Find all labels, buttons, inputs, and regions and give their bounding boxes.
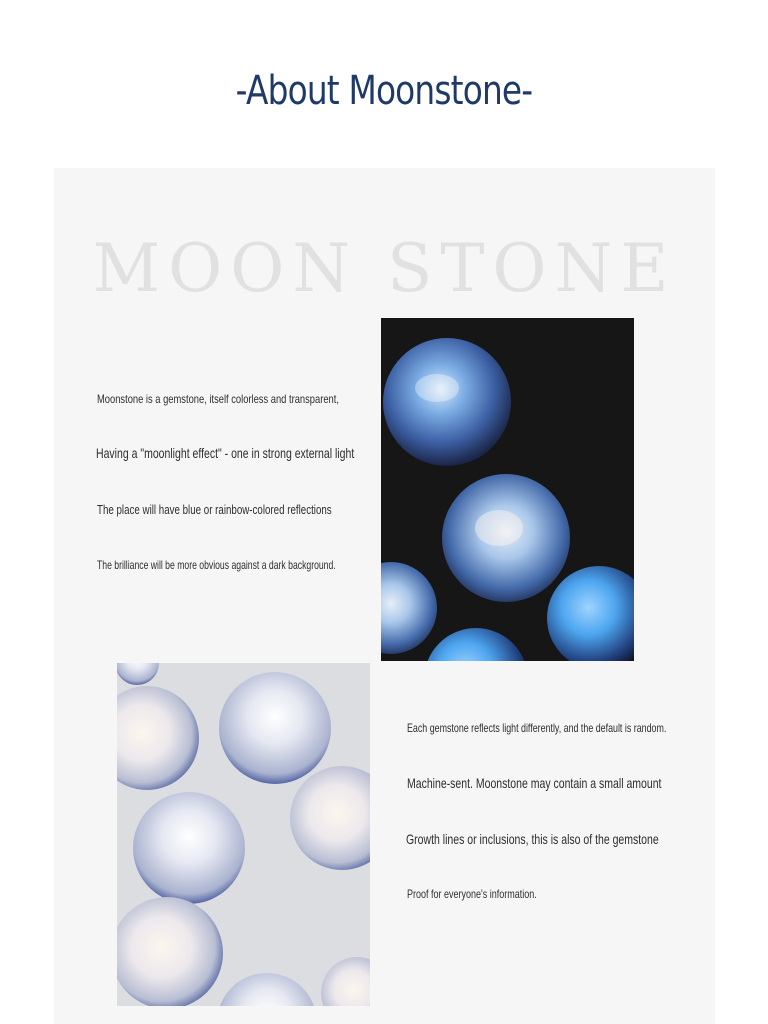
- info-line-3: The place will have blue or rainbow-colored reflections: [97, 502, 332, 517]
- page-title: -About Moonstone-: [235, 68, 533, 114]
- moonstone-watermark: MOON STONE: [92, 230, 677, 307]
- info-line-1: Moonstone is a gemstone, itself colorless and transparent,: [97, 392, 339, 406]
- info-line-2: Having a "moonlight effect" - one in strong external light: [96, 445, 355, 461]
- moonstone-info-panel: [54, 168, 715, 1024]
- info-line-5: Each gemstone reflects light differently, and the default is random.: [407, 721, 667, 735]
- info-line-4: The brilliance will be more obvious against a dark background.: [97, 558, 336, 572]
- info-line-7: Growth lines or inclusions, this is also of the gemstone: [406, 831, 659, 847]
- info-line-8: Proof for everyone's information.: [407, 887, 537, 901]
- info-line-6: Machine-sent. Moonstone may contain a small amount: [407, 775, 662, 791]
- moonstone-dark-background-photo: [381, 318, 634, 661]
- moonstone-light-background-photo: [117, 663, 370, 1006]
